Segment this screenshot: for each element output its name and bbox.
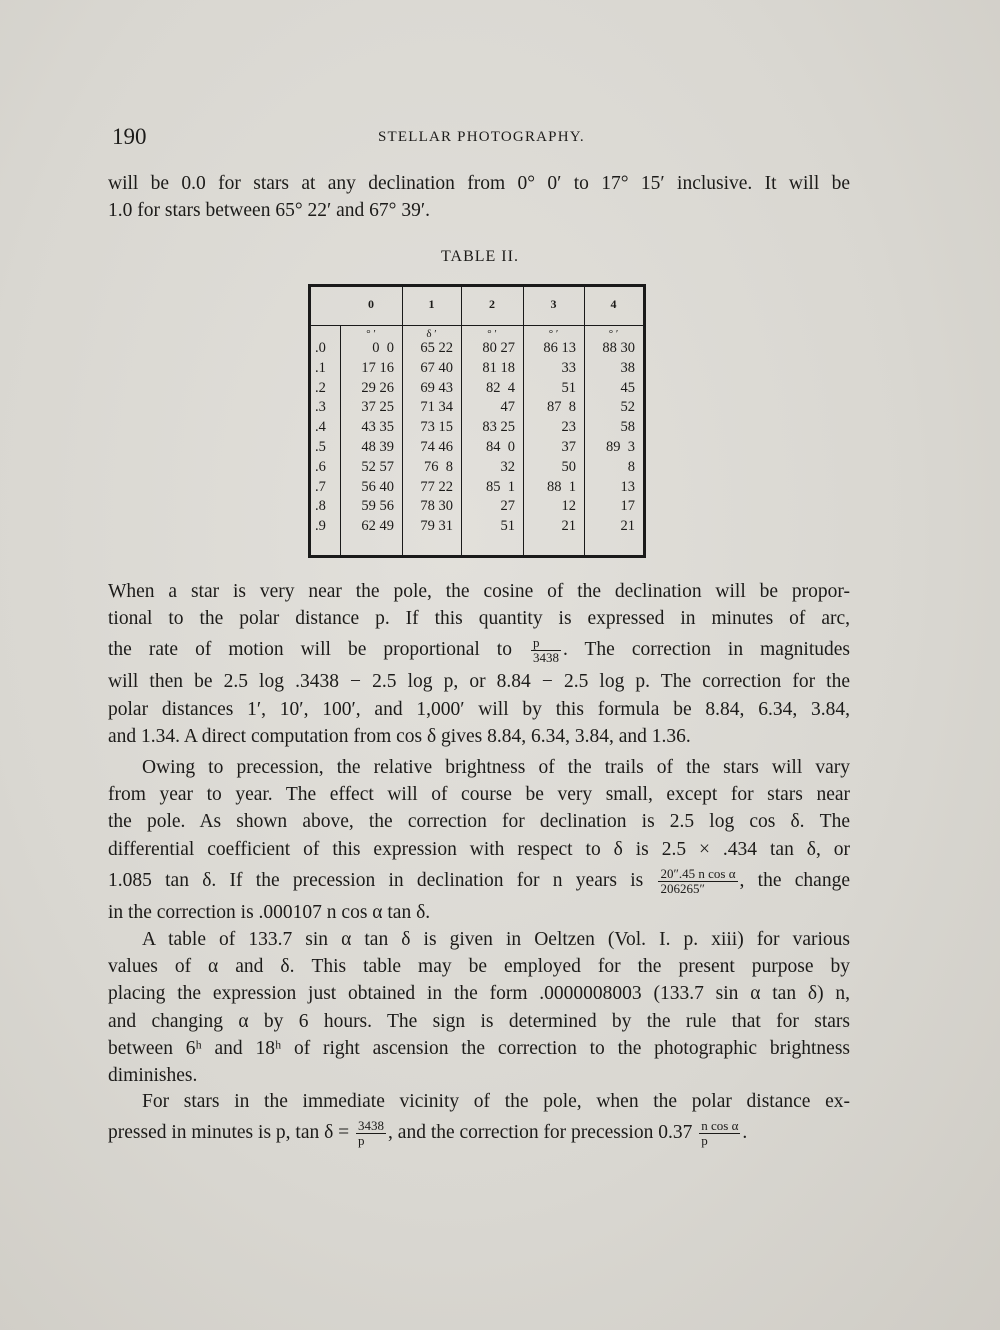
paragraph-3 bbox=[108, 926, 850, 1089]
text-segment: . The correction in magnitudes bbox=[562, 639, 850, 661]
text-line: will then be 2.5 log .3438 − 2.5 log p, or 8.84 − 2.5 log p. The correction for the bbox=[108, 671, 850, 693]
table-cell: 21 bbox=[620, 518, 635, 535]
table-cell: 84 0 bbox=[486, 439, 515, 455]
table-cell: 74 46 bbox=[420, 439, 453, 455]
text-line: values of α and δ. This table may be employed for the present purpose by bbox=[108, 956, 850, 978]
text-segment: pressed in minutes is p, tan δ = bbox=[108, 1122, 350, 1144]
table-row bbox=[311, 439, 643, 459]
degree-minute-marks: δ ′ bbox=[426, 328, 437, 340]
table-cell: 65 22 bbox=[420, 340, 453, 356]
table-cell: 38 bbox=[620, 359, 635, 376]
row-label: .2 bbox=[315, 379, 326, 396]
text-line: will be 0.0 for stars at any declination from 0° 0′ to 17° 15′ inclusive. It will be bbox=[108, 173, 850, 194]
table-cell: 80 27 bbox=[482, 340, 515, 356]
column-header: 3 bbox=[550, 297, 557, 311]
text-line: A table of 133.7 sin α tan δ is given in Oeltzen (Vol. I. p. xiii) for various bbox=[142, 929, 850, 950]
row-label: .3 bbox=[315, 399, 326, 416]
table-cell: 21 bbox=[561, 518, 576, 535]
table-cell: 23 bbox=[561, 419, 576, 436]
text-segment: 1.085 tan δ. If the precession in declination for n years is bbox=[108, 869, 644, 891]
text-segment: , and the correction for precession 0.37 bbox=[388, 1122, 693, 1144]
table-row bbox=[311, 498, 643, 518]
table-cell: 77 22 bbox=[420, 478, 453, 495]
degree-minute-marks: ° ′ bbox=[366, 328, 376, 340]
table-cell: 37 25 bbox=[361, 399, 394, 416]
table-cell: 56 40 bbox=[361, 478, 394, 495]
table-cell: 83 25 bbox=[482, 419, 515, 436]
table-row bbox=[311, 419, 643, 439]
table-cell: 69 43 bbox=[420, 379, 453, 396]
degree-minute-marks: ° ′ bbox=[487, 328, 497, 340]
table-cell: 62 49 bbox=[361, 518, 394, 535]
fraction-numerator: p bbox=[531, 636, 561, 651]
table-cell: 87 8 bbox=[547, 399, 576, 416]
paragraph-1 bbox=[108, 578, 850, 750]
text-line: and 1.34. A direct computation from cos δ gives 8.84, 6.34, 3.84, and 1.36. bbox=[108, 725, 691, 747]
table-cell: 33 bbox=[561, 359, 576, 376]
fraction bbox=[658, 867, 737, 896]
column-header: 4 bbox=[610, 297, 617, 311]
table-cell: 88 30 bbox=[602, 340, 635, 356]
intro-paragraph bbox=[108, 170, 850, 224]
table-cell: 52 bbox=[620, 399, 635, 416]
text-segment: the rate of motion will be proportional to bbox=[108, 639, 512, 661]
text-line: and changing α by 6 hours. The sign is determined by the rule that for stars bbox=[108, 1010, 850, 1032]
text-line: polar distances 1′, 10′, 100′, and 1,000′ will by this formula be 8.84, 6.34, 3.84, bbox=[108, 698, 850, 720]
table-cell: 32 bbox=[500, 458, 515, 475]
text-line: When a star is very near the pole, the cosine of the declination will be propor- bbox=[108, 581, 850, 602]
fraction bbox=[356, 1119, 386, 1148]
table-cell: 29 26 bbox=[361, 379, 394, 396]
column-header: 0 bbox=[368, 297, 374, 311]
table-cell: 89 3 bbox=[606, 439, 635, 455]
page-header bbox=[112, 124, 852, 154]
table-cell: 78 30 bbox=[420, 498, 453, 515]
table-cell: 43 35 bbox=[361, 419, 394, 436]
table-cell: 67 40 bbox=[420, 359, 453, 376]
text-line: tional to the polar distance p. If this quantity is expressed in minutes of arc, bbox=[108, 608, 850, 630]
fraction-numerator: 20″.45 n cos α bbox=[660, 865, 736, 881]
paragraph-4 bbox=[108, 1088, 850, 1151]
running-head: STELLAR PHOTOGRAPHY. bbox=[378, 129, 585, 145]
text-line: 1.0 for stars between 65° 22′ and 67° 39′. bbox=[108, 200, 430, 222]
fraction-numerator: 3438 bbox=[358, 1118, 385, 1134]
degree-minute-marks: ° ′ bbox=[548, 328, 559, 340]
fraction bbox=[699, 1119, 740, 1148]
table-cell: 48 39 bbox=[361, 439, 394, 455]
text-line: For stars in the immediate vicinity of the pole, when the polar distance ex- bbox=[142, 1091, 850, 1112]
fraction-denominator: 3438 bbox=[532, 650, 559, 666]
text-line bbox=[108, 632, 850, 668]
fraction-denominator: p bbox=[701, 1133, 708, 1149]
paragraph-2 bbox=[108, 754, 850, 926]
table-title: TABLE II. bbox=[441, 248, 519, 265]
fraction-numerator: n cos α bbox=[701, 1118, 739, 1134]
text-line bbox=[108, 1115, 850, 1151]
table-cell: 86 13 bbox=[543, 340, 576, 356]
table-cell: 88 1 bbox=[547, 478, 576, 495]
table-cell: 81 18 bbox=[482, 359, 515, 376]
row-label: .6 bbox=[315, 458, 326, 475]
column-header: 2 bbox=[489, 297, 495, 311]
text-segment: . bbox=[742, 1122, 748, 1144]
row-label: .5 bbox=[315, 439, 326, 455]
table-row bbox=[311, 479, 643, 499]
table-cell: 45 bbox=[620, 379, 635, 396]
page-number: 190 bbox=[112, 124, 147, 149]
table-cell: 8 bbox=[627, 458, 635, 475]
row-label: .7 bbox=[315, 478, 326, 495]
table-row bbox=[311, 360, 643, 380]
table-cell: 51 bbox=[561, 379, 576, 396]
table-cell: 27 bbox=[500, 498, 515, 515]
text-line: diminishes. bbox=[108, 1065, 198, 1087]
row-label: .0 bbox=[315, 340, 326, 356]
text-line: Owing to precession, the relative brightness of the trails of the stars will vary bbox=[142, 757, 850, 778]
text-line bbox=[108, 863, 850, 899]
text-segment: , the change bbox=[739, 869, 850, 891]
table-cell: 17 bbox=[620, 498, 635, 515]
table-cell: 51 bbox=[500, 518, 515, 535]
table-cell: 58 bbox=[620, 419, 635, 436]
table-cell: 71 34 bbox=[420, 399, 453, 416]
table-cell: 59 56 bbox=[361, 498, 394, 515]
fraction-denominator: p bbox=[358, 1133, 365, 1149]
table-row bbox=[311, 340, 643, 360]
table-cell: 47 bbox=[500, 399, 515, 416]
table-cell: 85 1 bbox=[486, 478, 515, 495]
text-line: from year to year. The effect will of course be very small, except for stars near bbox=[108, 784, 850, 806]
row-label: .4 bbox=[315, 419, 326, 436]
table-cell: 37 bbox=[561, 439, 576, 455]
text-line: the pole. As shown above, the correction for declination is 2.5 log cos δ. The bbox=[108, 811, 850, 833]
fraction bbox=[531, 636, 561, 665]
table-header-row bbox=[311, 287, 643, 326]
table-cell: 73 15 bbox=[420, 419, 453, 436]
row-label: .9 bbox=[315, 518, 326, 535]
table-cell: 13 bbox=[620, 478, 635, 495]
text-line: differential coefficient of this expression with respect to δ is 2.5 × .434 tan δ, or bbox=[108, 838, 850, 860]
table-cell: 17 16 bbox=[361, 359, 394, 376]
table-cell: 82 4 bbox=[486, 379, 515, 396]
table-row bbox=[311, 380, 643, 400]
degree-minute-marks: ° ′ bbox=[608, 328, 619, 340]
table-cell: 12 bbox=[561, 498, 576, 515]
table-row bbox=[311, 399, 643, 419]
table-cell: 50 bbox=[561, 458, 576, 475]
data-table bbox=[308, 284, 646, 558]
table-cell: 0 0 bbox=[372, 340, 394, 356]
row-label: .8 bbox=[315, 498, 326, 515]
fraction-denominator: 206265″ bbox=[660, 880, 705, 896]
text-line: placing the expression just obtained in the form .0000008003 (133.7 sin α tan δ) n, bbox=[108, 983, 850, 1005]
table-cell: 76 8 bbox=[424, 458, 453, 475]
table-cell: 79 31 bbox=[420, 518, 453, 535]
row-label: .1 bbox=[315, 359, 326, 376]
table-row bbox=[311, 518, 643, 538]
text-line: between 6ʰ and 18ʰ of right ascension the correction to the photographic brightness bbox=[108, 1037, 850, 1059]
table-row bbox=[311, 459, 643, 479]
column-header: 1 bbox=[428, 297, 435, 311]
table-cell: 52 57 bbox=[361, 458, 394, 475]
text-line: in the correction is .000107 n cos α tan δ. bbox=[108, 901, 431, 923]
